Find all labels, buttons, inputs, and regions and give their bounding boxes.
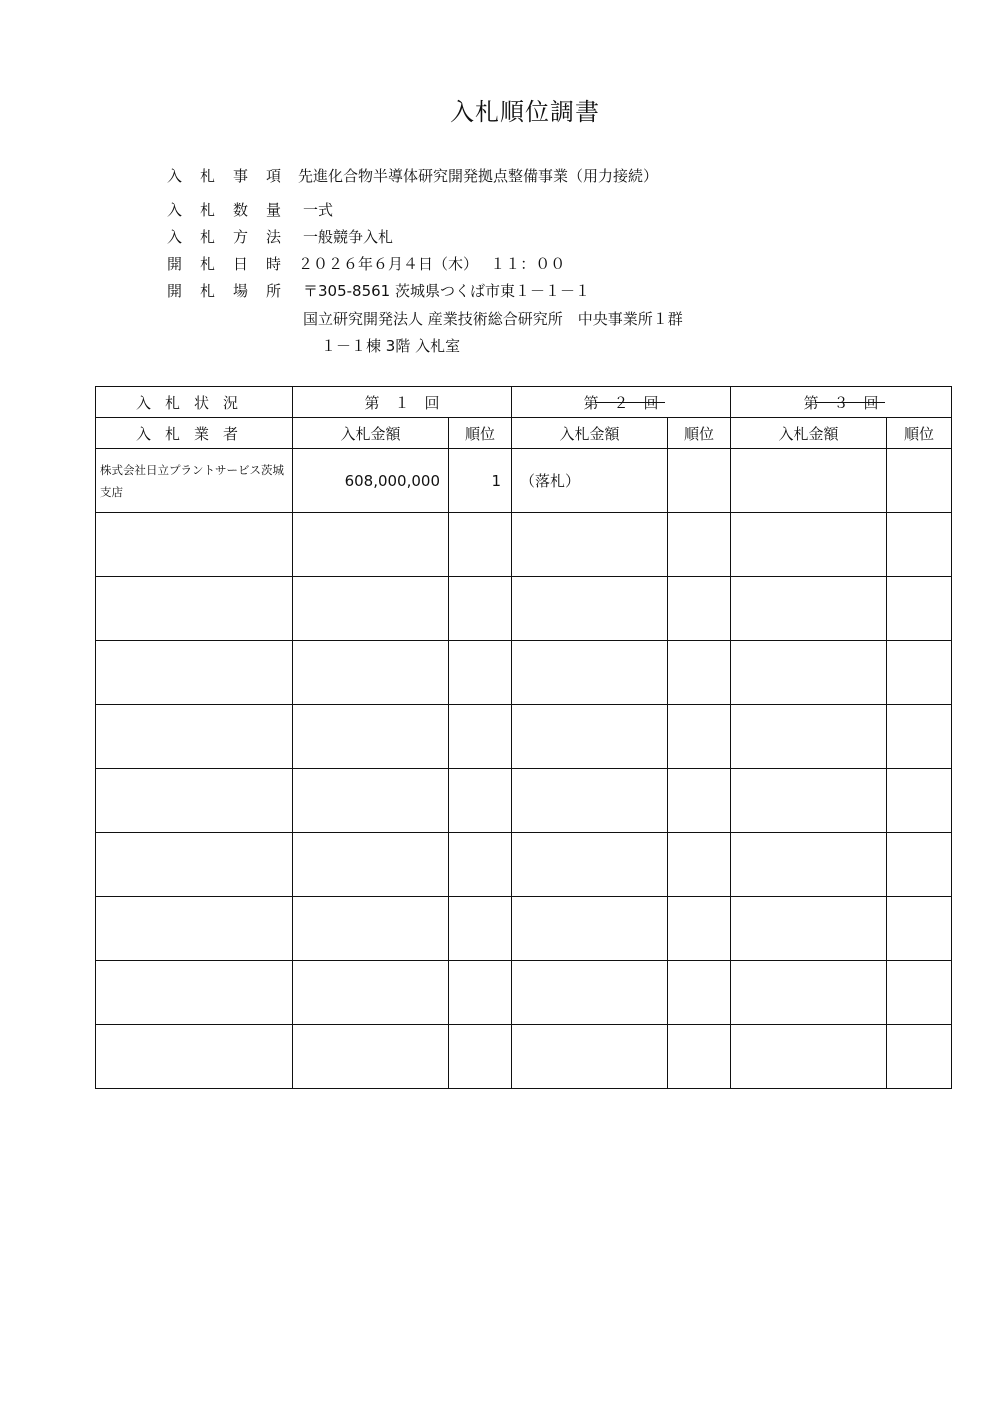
label-char: 入 [167,228,183,246]
table-cell [512,769,668,833]
table-cell [731,961,887,1025]
table-row [96,705,952,769]
info-label-method [167,227,287,247]
label-char: 事 [233,167,249,185]
bid-rank-round-2 [668,449,731,513]
label-char: 札 [200,282,216,300]
table-cell [887,513,952,577]
table-cell [731,641,887,705]
label-char: 開 [167,255,183,273]
table-cell [731,769,887,833]
label-char: 数 [233,201,249,219]
table-cell [668,769,731,833]
label-char: 時 [266,255,282,273]
label-char: 入 [167,167,183,185]
table-cell [887,1025,952,1089]
table-cell [449,705,512,769]
table-row [96,769,952,833]
table-cell [512,897,668,961]
table-cell [887,705,952,769]
label-char: 項 [266,167,282,185]
table-cell [449,641,512,705]
label-char: 札 [200,167,216,185]
table-cell [668,961,731,1025]
header-amount-3: 入札金額 [731,418,887,449]
round-2-label: 第 ２ 回 [583,393,659,412]
table-cell [731,705,887,769]
header-bid-status: 入札状況 [96,387,293,418]
table-cell [96,961,293,1025]
table-cell [293,577,449,641]
table-cell [293,641,449,705]
info-value-place: 〒305-8561 茨城県つくば市東１－１－１ [303,282,590,300]
table-cell [668,513,731,577]
bidder-name: 株式会社日立プラントサービス茨城支店 [96,449,293,513]
header-row-rounds [96,387,952,418]
table-cell [668,641,731,705]
header-amount-2: 入札金額 [512,418,668,449]
header-rank-1: 順位 [449,418,512,449]
table-cell [887,833,952,897]
table-cell [96,897,293,961]
table-cell [96,769,293,833]
table-cell [96,833,293,897]
label-char: 法 [266,228,282,246]
table-cell [887,769,952,833]
bid-rank-round-1: 1 [449,449,512,513]
info-place-line2: 国立研究開発法人 産業技術総合研究所 中央事業所１群 [303,310,683,328]
info-place-line3: １－１棟 3階 入札室 [321,337,461,355]
header-bidder: 入札業者 [96,418,293,449]
table-cell [668,577,731,641]
table-cell [449,1025,512,1089]
label-char: 日 [233,255,249,273]
info-label-quantity [167,200,287,220]
table-row [96,897,952,961]
table-cell [887,641,952,705]
table-cell [512,833,668,897]
document-title: 入札順位調書 [450,98,600,126]
table-cell [293,769,449,833]
table-cell [887,577,952,641]
bid-amount-round-2: （落札） [512,449,668,513]
table-cell [668,897,731,961]
info-value-datetime: ２０２６年６月４日（木） １１：００ [298,255,566,273]
info-label-item [167,166,287,186]
table-cell [731,897,887,961]
table-row [96,641,952,705]
header-round-2 [512,387,731,418]
label-char: 所 [266,282,282,300]
table-row [96,513,952,577]
header-rank-3: 順位 [887,418,952,449]
table-cell [449,577,512,641]
round-3-label: 第 ３ 回 [803,393,879,412]
label-char: 入 [167,201,183,219]
label-char: 場 [233,282,249,300]
table-cell [96,513,293,577]
table-cell [96,1025,293,1089]
header-rank-2: 順位 [668,418,731,449]
info-value-quantity: 一式 [303,201,334,219]
table-row [96,1025,952,1089]
table-cell [668,1025,731,1089]
label-char: 札 [200,255,216,273]
table-cell [293,897,449,961]
table-cell [512,705,668,769]
bid-amount-round-1: 608,000,000 [293,449,449,513]
table-cell [293,705,449,769]
table-cell [668,705,731,769]
table-cell [293,1025,449,1089]
table-cell [512,641,668,705]
table-cell [887,897,952,961]
header-round-3 [731,387,952,418]
label-char: 方 [233,228,249,246]
info-value-item: 先進化合物半導体研究開発拠点整備事業（用力接続） [298,167,659,185]
bid-amount-round-3 [731,449,887,513]
info-value-method: 一般競争入札 [303,228,394,246]
table-row [96,577,952,641]
table-row [96,961,952,1025]
header-round-1: 第 １ 回 [293,387,512,418]
table-cell [731,513,887,577]
table-row [96,833,952,897]
label-char: 札 [200,201,216,219]
table-cell [731,1025,887,1089]
bid-rank-round-3 [887,449,952,513]
header-row-columns [96,418,952,449]
table-cell [96,577,293,641]
table-cell [512,513,668,577]
table-row [96,449,952,513]
info-label-place [167,281,287,301]
table-cell [449,769,512,833]
table-cell [512,577,668,641]
table-cell [293,833,449,897]
label-char: 開 [167,282,183,300]
bid-ranking-table [95,386,952,1089]
table-cell [293,513,449,577]
table-cell [512,1025,668,1089]
table-cell [449,513,512,577]
table-cell [449,897,512,961]
table-cell [449,833,512,897]
table-cell [887,961,952,1025]
table-cell [668,833,731,897]
table-cell [293,961,449,1025]
table-cell [731,833,887,897]
label-char: 量 [266,201,282,219]
table-cell [731,577,887,641]
table-cell [512,961,668,1025]
header-amount-1: 入札金額 [293,418,449,449]
info-label-datetime [167,254,287,274]
table-cell [96,641,293,705]
label-char: 札 [200,228,216,246]
table-cell [449,961,512,1025]
table-cell [96,705,293,769]
